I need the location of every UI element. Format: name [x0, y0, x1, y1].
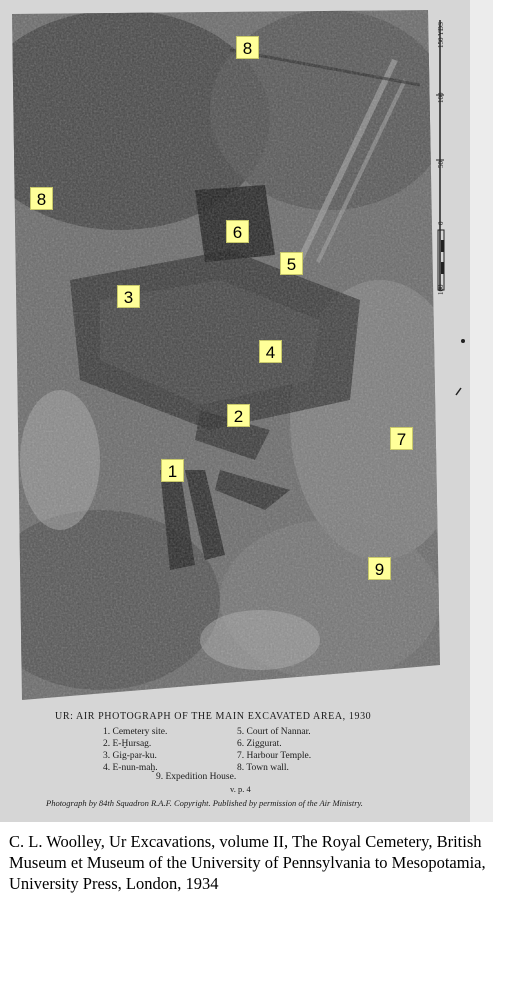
site-marker: 8 [236, 36, 259, 59]
legend-right [237, 726, 311, 774]
legend-item: 5. Court of Nannar. [237, 727, 311, 737]
scale-label: 100 [437, 92, 445, 103]
page-mark [461, 339, 465, 343]
legend-item: 3. Gig-par-ku. [103, 751, 157, 761]
site-marker: 1 [161, 459, 184, 482]
site-marker: 4 [259, 340, 282, 363]
scale-label: 100 [437, 284, 445, 295]
page-reference: v. p. 4 [230, 784, 251, 794]
site-marker: 6 [226, 220, 249, 243]
site-marker: 8 [30, 187, 53, 210]
site-marker: 2 [227, 404, 250, 427]
legend-item: 8. Town wall. [237, 763, 289, 773]
scale-bar [436, 20, 444, 290]
site-marker: 7 [390, 427, 413, 450]
legend-item: 9. Expedition House. [156, 772, 237, 782]
legend-item: 7. Harbour Temple. [237, 751, 312, 761]
legend-item: 6. Ziggurat. [237, 739, 282, 749]
scale-label: 50 [437, 161, 445, 168]
photo-credit: Photograph by 84th Squadron R.A.F. Copyright. Published by permission of the Air Ministry. [46, 798, 363, 808]
site-marker: 9 [368, 557, 391, 580]
legend-left [103, 726, 167, 774]
legend-item: 1. Cemetery site. [103, 727, 168, 737]
scale-label: 150 YDS [437, 22, 445, 48]
scale-label: 0 [437, 221, 445, 225]
site-marker: 5 [280, 252, 303, 275]
page-mark [456, 388, 461, 395]
source-citation: C. L. Woolley, Ur Excavations, volume II, The Royal Cemetery, British Museum et Museum of the University of Pennsylvania to Mesopotamia, University Press, London, 1934 [9, 832, 486, 893]
site-marker: 3 [117, 285, 140, 308]
legend-item: 2. E-Ḫursag. [103, 739, 152, 749]
photo-caption-title: UR: AIR PHOTOGRAPH OF THE MAIN EXCAVATED AREA, 1930 [55, 711, 372, 722]
legend-item: 4. E-nun-maḫ. [103, 763, 158, 773]
